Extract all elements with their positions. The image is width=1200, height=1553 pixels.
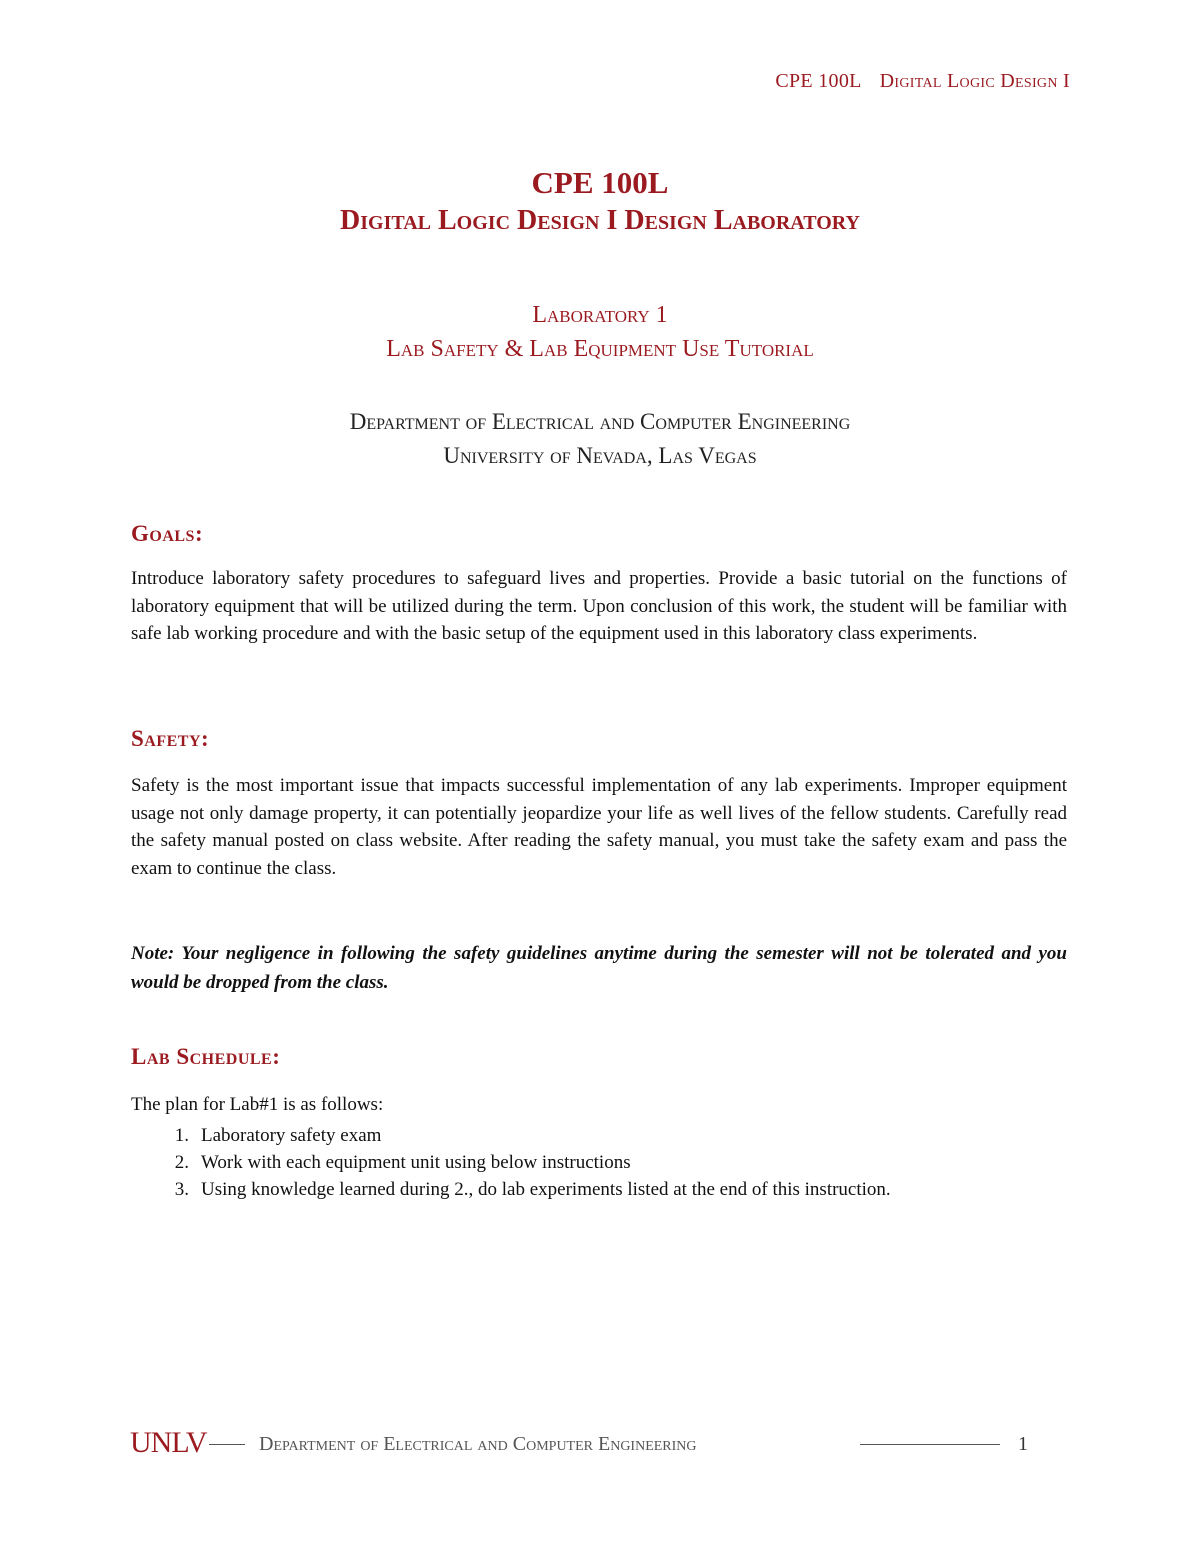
department-name: Department of Electrical and Computer Engineering [349, 409, 851, 434]
schedule-list [131, 1122, 891, 1203]
footer-department: Department of Electrical and Computer Engineering [259, 1433, 697, 1455]
course-title: Digital Logic Design I Design Laboratory [340, 205, 860, 236]
schedule-intro: The plan for Lab#1 is as follows: [131, 1094, 384, 1115]
safety-heading: Safety: [131, 726, 210, 751]
list-item [131, 1149, 891, 1176]
list-item-number: 2. [174, 1152, 189, 1173]
running-header-title: Digital Logic Design I [879, 70, 1070, 92]
list-item-number: 1. [174, 1125, 189, 1146]
title-block [0, 165, 1200, 237]
list-item [131, 1122, 891, 1149]
footer-divider-left [209, 1444, 245, 1445]
safety-note: Note: Your negligence in following the safety guidelines anytime during the semester will not be tolerated and you would be dropped from the class. [131, 943, 1067, 993]
course-code: CPE 100L [531, 165, 669, 200]
list-item-text: Work with each equipment unit using below instructions [201, 1152, 631, 1173]
list-item-number: 3. [174, 1179, 189, 1200]
lab-title: Lab Safety & Lab Equipment Use Tutorial [386, 336, 814, 362]
goals-paragraph: Introduce laboratory safety procedures to safeguard lives and properties. Provide a basic tutorial on the functions of laboratory equipment that will be utilized during the term. Upon conclusion of this work, the student will be familiar with safe lab working procedure and with the basic setup of the equipment used in this laboratory class experiments. [131, 568, 1067, 644]
page-number: 1 [1018, 1433, 1028, 1455]
footer-divider-right [860, 1444, 1000, 1445]
unlv-logo: UNLV [130, 1426, 207, 1459]
list-item-text: Laboratory safety exam [201, 1125, 382, 1146]
department-block [0, 405, 1200, 473]
lab-block [0, 302, 1200, 363]
list-item-text: Using knowledge learned during 2., do lab experiments listed at the end of this instruction. [201, 1179, 891, 1200]
goals-heading: Goals: [131, 521, 204, 546]
running-header-course: CPE 100L [775, 70, 862, 92]
page-footer [130, 1426, 1030, 1466]
running-header [775, 70, 1070, 93]
lab-number: Laboratory 1 [532, 302, 668, 328]
safety-paragraph: Safety is the most important issue that impacts successful implementation of any lab experiments. Improper equipment usage not only damage property, it can potentially jeopardize your life as well lives of the fellow students. Carefully read the safety manual posted on class website. After reading the safety manual, you must take the safety exam and pass the exam to continue the class. [131, 775, 1067, 879]
schedule-heading: Lab Schedule: [131, 1044, 281, 1069]
university-name: University of Nevada, Las Vegas [443, 443, 757, 468]
list-item [131, 1176, 891, 1203]
